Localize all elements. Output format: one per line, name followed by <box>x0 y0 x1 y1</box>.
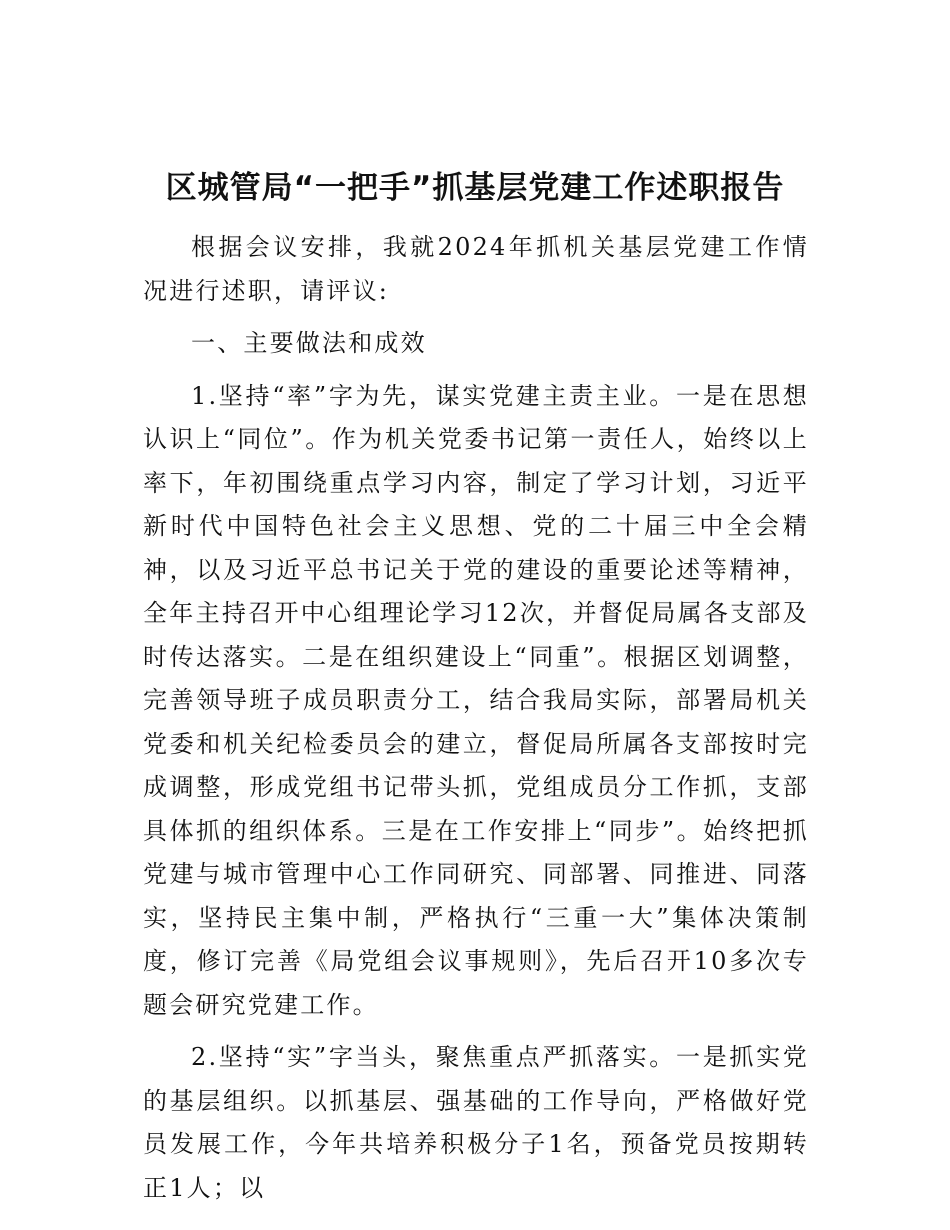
section-heading: 一、主要做法和成效 <box>191 329 427 357</box>
document-body <box>143 226 809 1210</box>
body-paragraph-2: 2.坚持“实”字当头，聚焦重点严抓落实。一是抓实党的基层组织。以抓基层、强基础的工作导向，严格做好党员发展工作，今年共培养积极分子1名，预备党员按期转正1人；以 <box>143 1043 809 1202</box>
document-title: 区城管局“一把手”抓基层党建工作述职报告 <box>165 170 785 206</box>
intro-paragraph: 根据会议安排，我就2024年抓机关基层党建工作情况进行述职，请评议: <box>143 233 809 305</box>
body-paragraph-1: 1.坚持“率”字为先，谋实党建主责主业。一是在思想认识上“同位”。作为机关党委书记第一责任人，始终以上率下，年初围绕重点学习内容，制定了学习计划，习近平新时代中国特色社会主义思想、党的二十届三中全会精神，以及习近平总书记关于党的建设的重要论述等精神，全年主持召开中心组理论学习12次，并督促局属各支部及时传达落实。二是在组织建设上“同重”。根据区划调整，完善领导班子成员职责分工，结合我局实际，部署局机关党委和机关纪检委员会的建立，督促局所属各支部按时完成调整，形成党组书记带头抓，党组成员分工作抓，支部具体抓的组织体系。三是在工作安排上“同步”。始终把抓党建与城市管理中心工作同研究、同部署、同推进、同落实，坚持民主集中制，严格执行“三重一大”集体决策制度，修订完善《局党组会议事规则》，先后召开10多次专题会研究党建工作。 <box>143 381 809 1019</box>
